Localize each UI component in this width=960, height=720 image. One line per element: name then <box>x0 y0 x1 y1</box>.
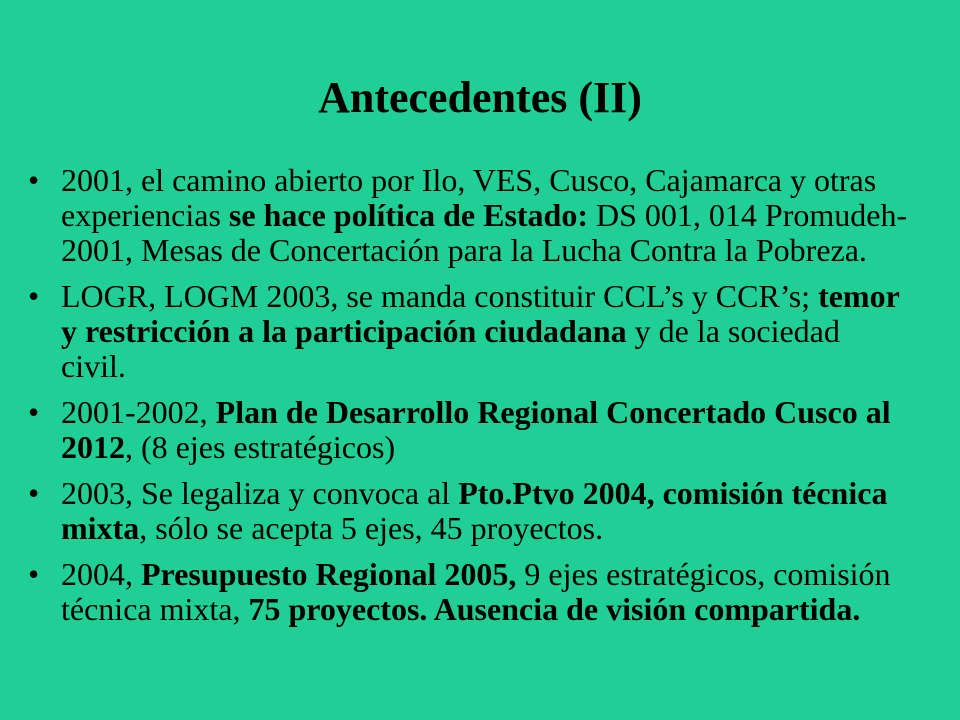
bullet-text-segment: DS 001, 014 Promudeh-2001, Mesas de Concertación para la Lucha Contra la Pobreza. <box>61 197 908 268</box>
bullet-text-segment: 2001-2002, <box>61 394 216 430</box>
bullet-dot-icon: • <box>28 278 40 314</box>
bullet-text-segment: LOGR, LOGM 2003, se manda constituir CCL’s y CCR’s; <box>61 278 819 314</box>
bullet-text-segment: 9 ejes estratégicos, comisión técnica mixta, <box>61 556 891 627</box>
bullet-text <box>61 556 891 627</box>
bullet-item <box>28 557 908 627</box>
bullet-dot-icon: • <box>28 475 40 511</box>
bullet-text-segment: , sólo se acepta 5 ejes, 45 proyectos. <box>139 510 604 546</box>
bullet-text-bold: Presupuesto Regional 2005, <box>141 556 517 592</box>
bullet-text <box>61 394 891 465</box>
bullet-text-segment: 2001, el camino abierto por Ilo, VES, Cusco, Cajamarca y otras experiencias <box>61 162 877 233</box>
bullet-text-bold: se hace política de Estado: <box>228 197 588 233</box>
slide-title: Antecedentes (II) <box>318 73 642 122</box>
bullet-text-segment: 2003, Se legaliza y convoca al <box>61 475 459 511</box>
bullet-item <box>28 279 908 384</box>
bullet-text-segment: , (8 ejes estratégicos) <box>125 429 396 465</box>
bullet-text-segment: 2004, <box>61 556 141 592</box>
bullet-text <box>61 278 899 384</box>
bullet-text-bold: Pto.Ptvo 2004, comisión técnica mixta <box>61 475 888 546</box>
bullet-dot-icon: • <box>28 394 40 430</box>
bullet-text-bold: temor y restricción a la participación ciudadana <box>61 278 900 349</box>
bullet-text <box>61 475 887 546</box>
bullet-dot-icon: • <box>28 162 40 198</box>
bullet-text-bold: Plan de Desarrollo Regional Concertado Cusco al 2012 <box>61 394 891 465</box>
bullet-text-segment: y de la sociedad civil. <box>61 313 840 384</box>
bullet-item <box>28 395 908 465</box>
bullet-item <box>28 163 908 268</box>
bullet-item <box>28 476 908 546</box>
bullet-dot-icon: • <box>28 556 40 592</box>
bullet-text <box>61 162 907 268</box>
bullet-text-bold: 75 proyectos. Ausencia de visión compartida. <box>248 591 861 627</box>
bullet-list <box>28 163 908 638</box>
